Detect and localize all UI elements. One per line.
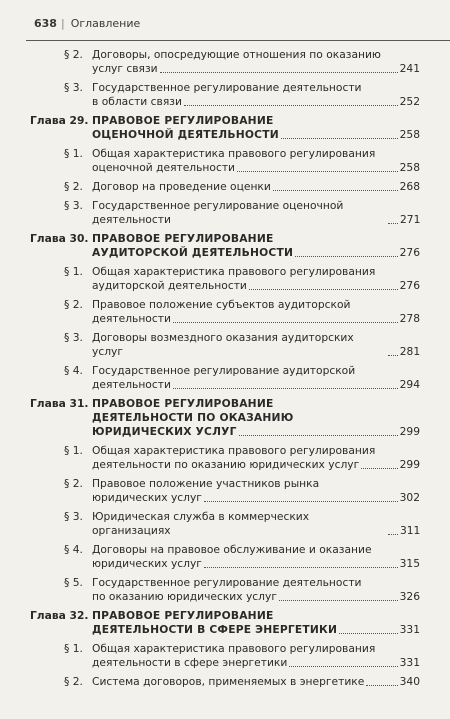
dot-leader — [388, 355, 398, 356]
header-rule — [26, 40, 450, 41]
entry-title-line: АУДИТОРСКОЙ ДЕЯТЕЛЬНОСТИ — [92, 246, 294, 259]
toc-section-entry — [0, 147, 450, 175]
entry-title-line: Договоры на правовое обслуживание и оказание — [92, 543, 372, 556]
dot-leader — [279, 600, 398, 601]
chapter-label: Глава 29. — [30, 114, 89, 127]
entry-title-line: ЮРИДИЧЕСКИХ УСЛУГ — [92, 425, 237, 438]
entry-title-line: деятельности по оказанию юридических услуг — [92, 458, 360, 471]
page-ref: 278 — [399, 312, 420, 325]
dot-leader — [237, 171, 398, 172]
toc-section-entry — [0, 48, 450, 76]
dot-leader — [204, 567, 398, 568]
entry-title-line: Общая характеристика правового регулирования — [92, 642, 376, 655]
header-separator: | — [60, 17, 65, 30]
toc-section-entry — [0, 675, 450, 689]
page-ref: 294 — [399, 378, 420, 391]
toc-section-entry — [0, 444, 450, 472]
section-label: § 3. — [64, 81, 83, 94]
dot-leader — [339, 633, 397, 634]
toc-section-entry — [0, 576, 450, 604]
dot-leader — [204, 501, 398, 502]
entry-title-line: ПРАВОВОЕ РЕГУЛИРОВАНИЕ — [92, 397, 274, 410]
dot-leader — [289, 666, 397, 667]
page-ref: 326 — [399, 590, 420, 603]
section-label: § 1. — [64, 265, 83, 278]
dot-leader — [173, 322, 398, 323]
dot-leader — [160, 72, 398, 73]
entry-title-line: Государственное регулирование деятельности — [92, 81, 362, 94]
section-label: § 1. — [64, 642, 83, 655]
page-ref: 315 — [399, 557, 420, 570]
page-ref: 268 — [399, 180, 420, 193]
section-label: § 2. — [64, 298, 83, 311]
page-ref: 271 — [400, 213, 421, 226]
entry-title-line: юридических услуг — [92, 557, 202, 570]
entry-title-line: ОЦЕНОЧНОЙ ДЕЯТЕЛЬНОСТИ — [92, 128, 279, 141]
toc-section-entry — [0, 543, 450, 571]
running-title: Оглавление — [70, 17, 141, 30]
page-ref: 299 — [399, 425, 420, 438]
section-label: § 5. — [64, 576, 83, 589]
entry-title-line: ДЕЯТЕЛЬНОСТИ ПО ОКАЗАНИЮ — [92, 411, 294, 424]
chapter-label: Глава 30. — [30, 232, 89, 245]
entry-title-line: Договоры возмездного оказания аудиторских услуг — [92, 331, 354, 358]
page-header — [34, 17, 440, 35]
dot-leader — [366, 685, 397, 686]
entry-title-line: ПРАВОВОЕ РЕГУЛИРОВАНИЕ — [92, 609, 274, 622]
entry-title-line: аудиторской деятельности — [92, 279, 247, 292]
entry-title-line: деятельности в сфере энергетики — [92, 656, 288, 669]
page-ref: 281 — [399, 345, 421, 358]
entry-title-line: услуг связи — [92, 62, 158, 75]
entry-title-line: Договор на проведение оценки — [92, 180, 271, 193]
entry-title-line: Государственное регулирование аудиторской — [92, 364, 356, 377]
page-ref: 331 — [399, 656, 420, 669]
entry-title-line: Договоры, опосредующие отношения по оказанию — [92, 48, 381, 61]
entry-title-line: оценочной деятельности — [92, 161, 235, 174]
entry-title-line: деятельности — [92, 312, 171, 325]
page-number: 638 — [34, 17, 57, 30]
table-of-contents — [0, 48, 450, 694]
toc-section-entry — [0, 364, 450, 392]
dot-leader — [361, 468, 397, 469]
entry-title-line: Система договоров, применяемых в энергетике — [92, 675, 365, 688]
dot-leader — [281, 138, 398, 139]
section-label: § 1. — [64, 147, 83, 160]
entry-title-line: в области связи — [92, 95, 182, 108]
toc-section-entry — [0, 81, 450, 109]
dot-leader — [388, 223, 398, 224]
dot-leader — [173, 388, 398, 389]
entry-title-line: по оказанию юридических услуг — [92, 590, 277, 603]
page-ref: 252 — [399, 95, 420, 108]
toc-section-entry — [0, 199, 450, 227]
page-ref: 276 — [399, 279, 420, 292]
dot-leader — [388, 534, 398, 535]
toc-section-entry — [0, 298, 450, 326]
section-label: § 1. — [64, 444, 83, 457]
toc-chapter-entry — [0, 609, 450, 637]
page-ref: 258 — [399, 128, 420, 141]
page-ref: 340 — [399, 675, 420, 688]
section-label: § 2. — [64, 675, 83, 688]
entry-title-line: ДЕЯТЕЛЬНОСТИ В СФЕРЕ ЭНЕРГЕТИКИ — [92, 623, 338, 636]
entry-title-line: ПРАВОВОЕ РЕГУЛИРОВАНИЕ — [92, 114, 274, 127]
toc-section-entry — [0, 331, 450, 359]
entry-title-line: Правовое положение субъектов аудиторской — [92, 298, 351, 311]
dot-leader — [249, 289, 398, 290]
toc-section-entry — [0, 265, 450, 293]
page-ref: 299 — [399, 458, 420, 471]
page-ref: 276 — [399, 246, 420, 259]
section-label: § 3. — [64, 510, 83, 523]
section-label: § 2. — [64, 477, 83, 490]
toc-section-entry — [0, 510, 450, 538]
section-label: § 2. — [64, 48, 83, 61]
dot-leader — [184, 105, 398, 106]
dot-leader — [295, 256, 398, 257]
toc-section-entry — [0, 642, 450, 670]
section-label: § 4. — [64, 543, 83, 556]
dot-leader — [273, 190, 398, 191]
chapter-label: Глава 31. — [30, 397, 89, 410]
page-ref: 302 — [399, 491, 420, 504]
entry-title-line: Общая характеристика правового регулирования — [92, 444, 376, 457]
toc-chapter-entry — [0, 114, 450, 142]
toc-section-entry — [0, 477, 450, 505]
entry-title-line: Общая характеристика правового регулирования — [92, 147, 376, 160]
chapter-label: Глава 32. — [30, 609, 89, 622]
toc-chapter-entry — [0, 232, 450, 260]
section-label: § 3. — [64, 199, 83, 212]
entry-title-line: деятельности — [92, 378, 171, 391]
entry-title-line: Государственное регулирование деятельности — [92, 576, 362, 589]
page-ref: 241 — [399, 62, 420, 75]
page-ref: 311 — [399, 524, 421, 537]
toc-section-entry — [0, 180, 450, 194]
section-label: § 3. — [64, 331, 83, 344]
section-label: § 4. — [64, 364, 83, 377]
entry-title-line: Общая характеристика правового регулирования — [92, 265, 376, 278]
toc-chapter-entry — [0, 397, 450, 439]
dot-leader — [239, 435, 398, 436]
section-label: § 2. — [64, 180, 83, 193]
page-ref: 331 — [399, 623, 420, 636]
entry-title-line: ПРАВОВОЕ РЕГУЛИРОВАНИЕ — [92, 232, 274, 245]
entry-title-line: юридических услуг — [92, 491, 202, 504]
entry-title-line: Правовое положение участников рынка — [92, 477, 320, 490]
page-ref: 258 — [399, 161, 420, 174]
entry-title-line: Юридическая служба в коммерческих организациях — [92, 510, 310, 537]
entry-title-line: Государственное регулирование оценочной деятельности — [92, 199, 344, 226]
